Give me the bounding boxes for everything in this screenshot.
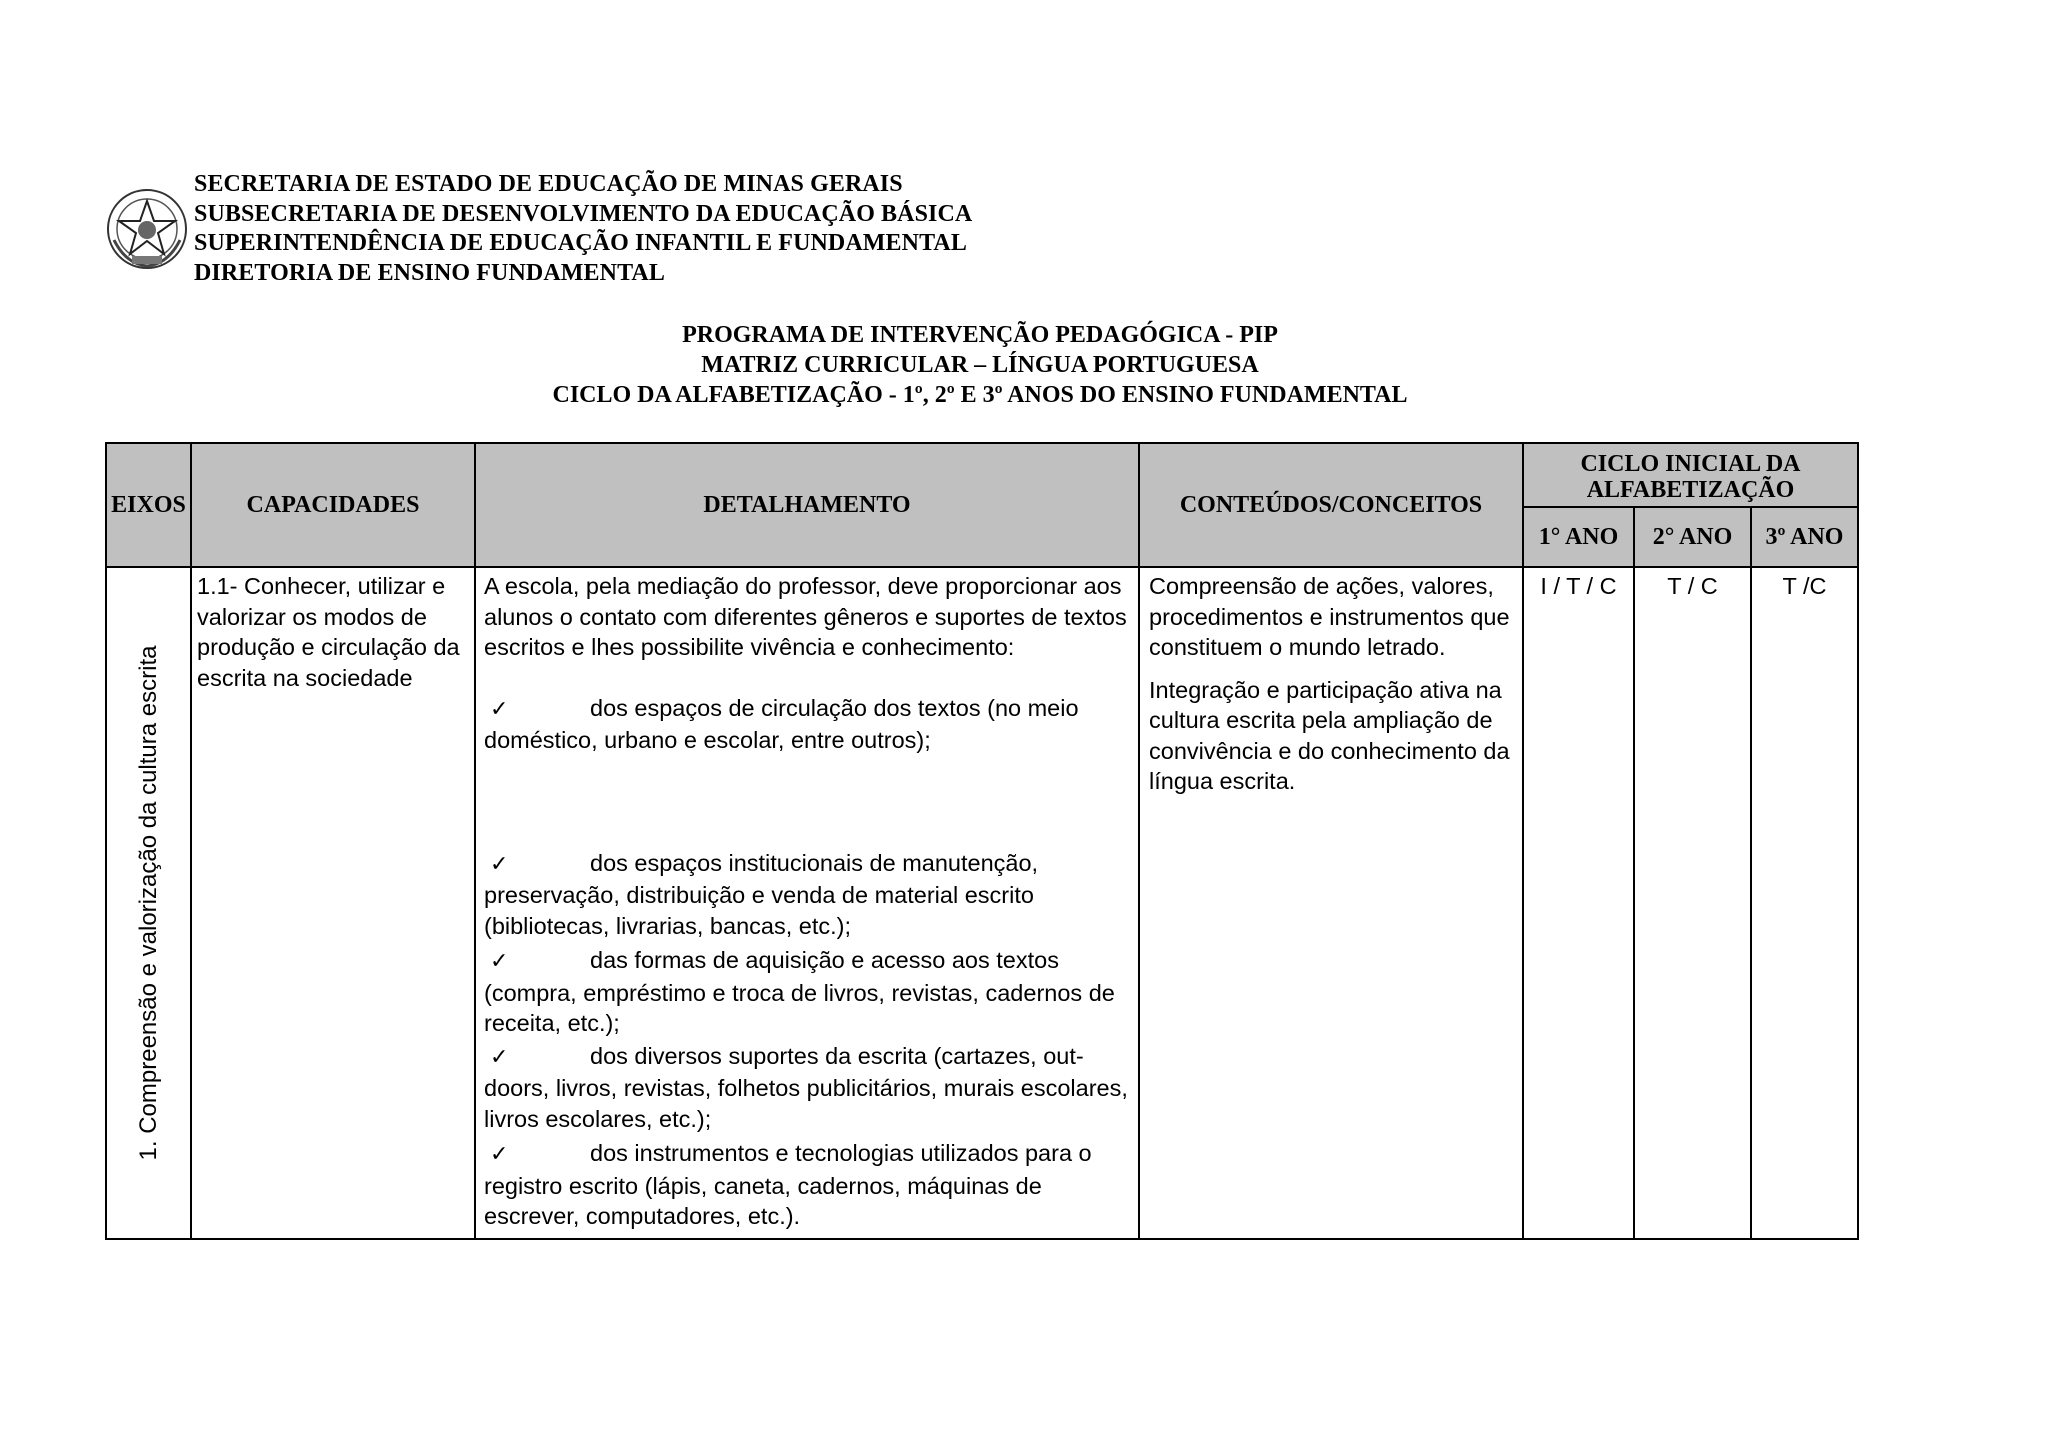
capacidade-cell xyxy=(191,567,475,1239)
capacidade-text: 1.1- Conhecer, utilizar e valorizar os modos de produção e circulação da escrita na sociedade xyxy=(197,573,460,691)
header-ano-2: 2° ANO xyxy=(1634,507,1751,567)
detalhamento-intro: A escola, pela mediação do professor, deve proporcionar aos alunos o contato com diferentes gêneros e suportes de textos escritos e lhes possibilite vivência e conhecimento: xyxy=(484,573,1127,660)
title-matrix: MATRIZ CURRICULAR – LÍNGUA PORTUGUESA xyxy=(701,352,1259,378)
checkmark-icon: ✓ xyxy=(490,851,509,877)
header-ciclo: CICLO INICIAL DA ALFABETIZAÇÃO xyxy=(1523,443,1858,507)
header-eixos: EIXOS xyxy=(106,443,191,567)
ano-1-cell xyxy=(1523,567,1634,1239)
conteudo-item: Integração e participação ativa na cultura escrita pela ampliação de convivência e do conhecimento da língua escrita. xyxy=(1149,676,1510,794)
ano-1-value: I / T / C xyxy=(1540,573,1617,599)
checkmark-icon: ✓ xyxy=(490,696,509,722)
org-line-superintendencia: SUPERINTENDÊNCIA DE EDUCAÇÃO INFANTIL E FUNDAMENTAL xyxy=(194,230,967,256)
ano-3-cell xyxy=(1751,567,1858,1239)
title-cycle: CICLO DA ALFABETIZAÇÃO - 1º, 2º E 3º ANOS DO ENSINO FUNDAMENTAL xyxy=(552,382,1408,408)
org-line-secretaria: SECRETARIA DE ESTADO DE EDUCAÇÃO DE MINAS GERAIS xyxy=(194,171,903,197)
header-ano-3: 3º ANO xyxy=(1751,507,1858,567)
header-capacidades: CAPACIDADES xyxy=(191,443,475,567)
curriculum-matrix-table xyxy=(105,442,1859,1240)
detalhamento-cell xyxy=(475,567,1139,1239)
list-item: ✓ dos diversos suportes da escrita (cartazes, out-doors, livros, revistas, folhetos publicitários, murais escolares, livros escolares, etc.); xyxy=(484,1042,1128,1132)
eixo-cell xyxy=(106,567,191,1239)
checkmark-icon: ✓ xyxy=(490,1044,509,1070)
ano-2-value: T / C xyxy=(1667,573,1718,599)
list-item: ✓ dos instrumentos e tecnologias utilizados para o registro escrito (lápis, caneta, cadernos, máquinas de escrever, computadores, etc.). xyxy=(484,1140,1092,1229)
checkmark-icon: ✓ xyxy=(490,949,509,974)
table-row xyxy=(106,567,1858,1239)
header-conteudos: CONTEÚDOS/CONCEITOS xyxy=(1139,443,1523,567)
header-ano-1: 1° ANO xyxy=(1523,507,1634,567)
ano-2-cell xyxy=(1634,567,1751,1239)
document-titles xyxy=(0,320,1960,410)
list-item: ✓ dos espaços de circulação dos textos (no meio doméstico, urbano e escolar, entre outros); xyxy=(484,694,1079,753)
letterhead xyxy=(106,170,1206,292)
list-item: ✓ dos espaços institucionais de manutenção, preservação, distribuição e venda de material escrito (bibliotecas, livrarias, bancas, etc.); xyxy=(484,849,1039,939)
eixo-label: 1. Compreensão e valorização da cultura escrita xyxy=(134,645,162,1161)
org-line-diretoria: DIRETORIA DE ENSINO FUNDAMENTAL xyxy=(194,259,665,286)
list-item: ✓ das formas de aquisição e acesso aos textos (compra, empréstimo e troca de livros, revistas, cadernos de receita, etc.); xyxy=(484,947,1115,1036)
title-program: PROGRAMA DE INTERVENÇÃO PEDAGÓGICA - PIP xyxy=(682,322,1278,348)
state-coat-of-arms-icon xyxy=(106,188,188,270)
checkmark-icon: ✓ xyxy=(490,1142,509,1167)
header-detalhamento: DETALHAMENTO xyxy=(475,443,1139,567)
ano-3-value: T /C xyxy=(1782,573,1827,599)
organization-lines xyxy=(194,170,972,288)
org-line-subsecretaria: SUBSECRETARIA DE DESENVOLVIMENTO DA EDUCAÇÃO BÁSICA xyxy=(194,200,973,227)
conteudo-item: Compreensão de ações, valores, procedimentos e instrumentos que constituem o mundo letrado. xyxy=(1149,573,1510,660)
conteudos-cell xyxy=(1139,567,1523,1239)
